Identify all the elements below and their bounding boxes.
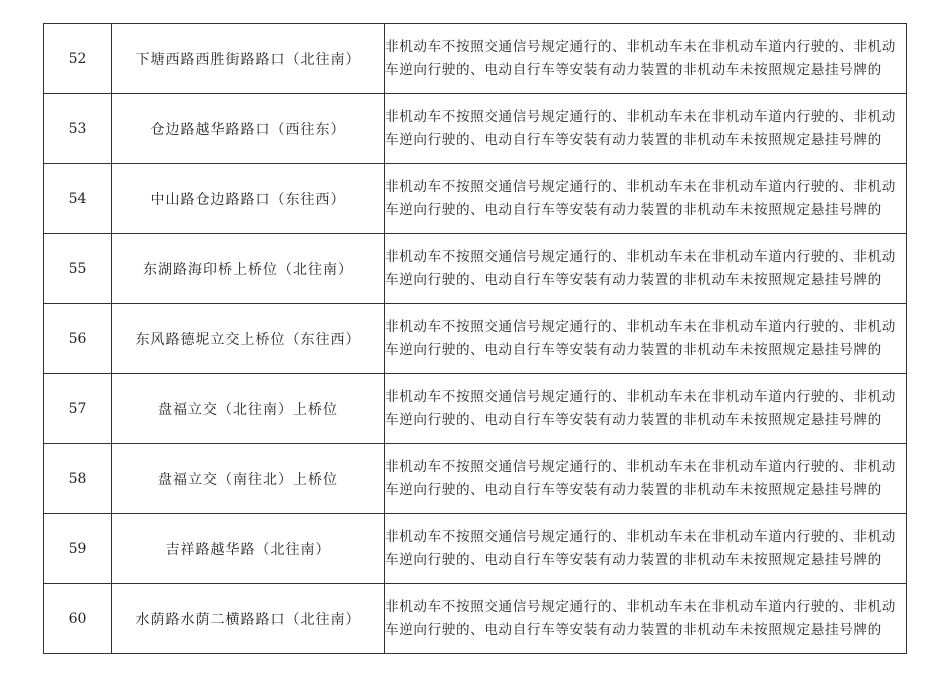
violation-description: 非机动车不按照交通信号规定通行的、非机动车未在非机动车道内行驶的、非机动车逆向行驶的、电动自行车等安装有动力装置的非机动车未按照规定悬挂号牌的 (385, 94, 907, 164)
table-row (44, 584, 907, 654)
row-number: 56 (44, 304, 112, 374)
location-cell: 东湖路海印桥上桥位（北往南） (112, 234, 385, 304)
row-number: 60 (44, 584, 112, 654)
row-number: 58 (44, 444, 112, 514)
violation-description: 非机动车不按照交通信号规定通行的、非机动车未在非机动车道内行驶的、非机动车逆向行驶的、电动自行车等安装有动力装置的非机动车未按照规定悬挂号牌的 (385, 514, 907, 584)
location-table (43, 23, 907, 654)
location-cell: 东风路德坭立交上桥位（东往西） (112, 304, 385, 374)
location-cell: 水荫路水荫二横路路口（北往南） (112, 584, 385, 654)
violation-description: 非机动车不按照交通信号规定通行的、非机动车未在非机动车道内行驶的、非机动车逆向行驶的、电动自行车等安装有动力装置的非机动车未按照规定悬挂号牌的 (385, 374, 907, 444)
violation-description: 非机动车不按照交通信号规定通行的、非机动车未在非机动车道内行驶的、非机动车逆向行驶的、电动自行车等安装有动力装置的非机动车未按照规定悬挂号牌的 (385, 24, 907, 94)
location-cell: 下塘西路西胜街路路口（北往南） (112, 24, 385, 94)
location-cell: 吉祥路越华路（北往南） (112, 514, 385, 584)
violation-description: 非机动车不按照交通信号规定通行的、非机动车未在非机动车道内行驶的、非机动车逆向行驶的、电动自行车等安装有动力装置的非机动车未按照规定悬挂号牌的 (385, 584, 907, 654)
row-number: 54 (44, 164, 112, 234)
table-row (44, 164, 907, 234)
location-cell: 中山路仓边路路口（东往西） (112, 164, 385, 234)
row-number: 59 (44, 514, 112, 584)
row-number: 53 (44, 94, 112, 164)
row-number: 55 (44, 234, 112, 304)
violation-description: 非机动车不按照交通信号规定通行的、非机动车未在非机动车道内行驶的、非机动车逆向行驶的、电动自行车等安装有动力装置的非机动车未按照规定悬挂号牌的 (385, 234, 907, 304)
table-row (44, 94, 907, 164)
location-cell: 仓边路越华路路口（西往东） (112, 94, 385, 164)
location-cell: 盘福立交（南往北）上桥位 (112, 444, 385, 514)
violation-description: 非机动车不按照交通信号规定通行的、非机动车未在非机动车道内行驶的、非机动车逆向行驶的、电动自行车等安装有动力装置的非机动车未按照规定悬挂号牌的 (385, 304, 907, 374)
table-row (44, 304, 907, 374)
violation-description: 非机动车不按照交通信号规定通行的、非机动车未在非机动车道内行驶的、非机动车逆向行驶的、电动自行车等安装有动力装置的非机动车未按照规定悬挂号牌的 (385, 164, 907, 234)
row-number: 57 (44, 374, 112, 444)
location-cell: 盘福立交（北往南）上桥位 (112, 374, 385, 444)
table-row (44, 514, 907, 584)
violation-description: 非机动车不按照交通信号规定通行的、非机动车未在非机动车道内行驶的、非机动车逆向行驶的、电动自行车等安装有动力装置的非机动车未按照规定悬挂号牌的 (385, 444, 907, 514)
table-row (44, 234, 907, 304)
table-row (44, 374, 907, 444)
table-row (44, 444, 907, 514)
table-row (44, 24, 907, 94)
row-number: 52 (44, 24, 112, 94)
